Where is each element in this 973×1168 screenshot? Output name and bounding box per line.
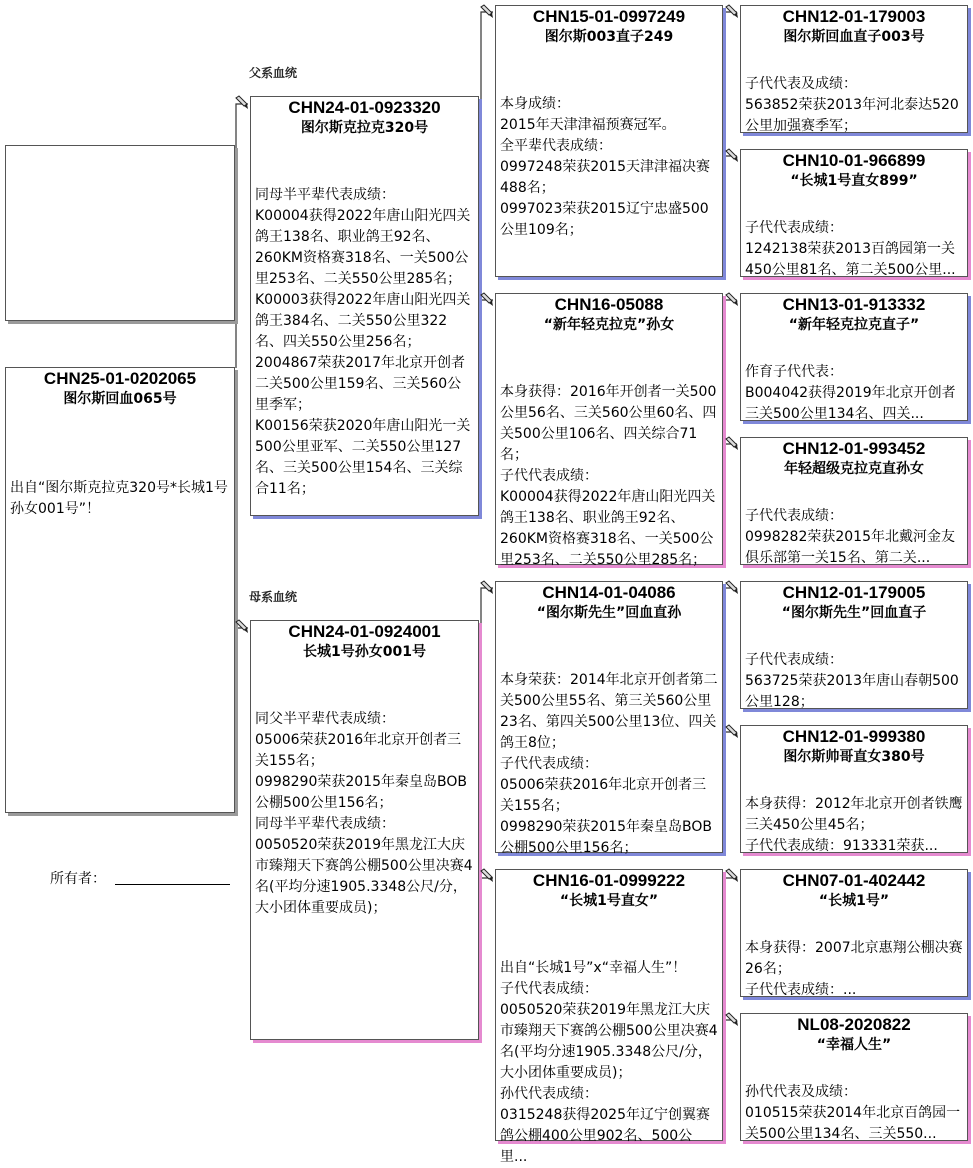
edit-pencil-icon[interactable] xyxy=(479,5,495,19)
dds-name: “长城1号” xyxy=(818,893,890,909)
edit-pencil-icon[interactable] xyxy=(724,437,740,451)
sire-sire-ring-number: CHN15-01-0997249 xyxy=(532,7,686,26)
edit-pencil-icon[interactable] xyxy=(479,293,495,307)
sss-ring-number: CHN12-01-179003 xyxy=(782,7,926,26)
subject-description: 出自“图尔斯克拉克320号*长城1号孙女001号”！ xyxy=(10,480,228,517)
dsd-ring-number: CHN12-01-999380 xyxy=(782,727,926,746)
sire-sire-sire-card[interactable] xyxy=(740,5,968,133)
dds-description: 本身获得：2007北京惠翔公棚决赛26名； 子代代表成绩：... xyxy=(745,940,963,998)
dam-ring-number: CHN24-01-0924001 xyxy=(288,622,441,641)
dam-sire-sire-card[interactable] xyxy=(740,581,968,709)
dsd-description: 本身获得：2012年北京开创者铁鹰三关450公里45名； 子代代表成绩：913331荣获... xyxy=(745,796,963,854)
owner-signature-line[interactable] xyxy=(115,884,230,885)
edit-pencil-icon[interactable] xyxy=(724,725,740,739)
dam-sire-ring-number: CHN14-01-04086 xyxy=(542,583,676,602)
sire-sire-name: 图尔斯003直子249 xyxy=(544,29,674,45)
sire-dam-ring-number: CHN16-05088 xyxy=(554,295,664,314)
edit-pencil-icon[interactable] xyxy=(234,620,250,634)
dam-sire-name: “图尔斯先生”回血直孙 xyxy=(536,605,682,621)
edit-pencil-icon[interactable] xyxy=(724,149,740,163)
pigeon-photo-placeholder[interactable] xyxy=(5,145,235,321)
sss-name: 图尔斯回血直子003号 xyxy=(783,29,925,45)
dam-dam-ring-number: CHN16-01-0999222 xyxy=(532,871,686,890)
sire-dam-name: “新年轻克拉克”孙女 xyxy=(543,317,675,333)
sire-sire-dam-card[interactable] xyxy=(740,149,968,277)
dam-sire-dam-card[interactable] xyxy=(740,725,968,853)
sire-description: 同母半平辈代表成绩： K00004获得2022年唐山阳光四关鸽王138名、职业鸽王92名、260KM资格赛318名、一关500公里253名、二关550公里285名； K00003获得2022年唐山阳光四关鸽王384名、二关550公里322名、四关550公里256名； 2004867荣获2017年北京开创者二关500公里159名、三关560公里季军； K00156荣获2020年唐山阳光一关500公里亚军、二关550公里127名、三关500公里154名、三关综合11名； xyxy=(255,187,471,497)
ddd-description: 孙代代表及成绩： 010515荣获2014年北京百鸽园一关500公里134名、三关550... xyxy=(745,1084,961,1142)
ssd-ring-number: CHN10-01-966899 xyxy=(782,151,926,170)
dss-ring-number: CHN12-01-179005 xyxy=(782,583,926,602)
maternal-line-label: 母系血统 xyxy=(249,590,298,604)
dam-card[interactable] xyxy=(250,620,479,1040)
sire-card[interactable] xyxy=(250,96,479,516)
sire-sire-card[interactable] xyxy=(495,5,723,277)
ddd-name: “幸福人生” xyxy=(816,1037,892,1053)
dam-description: 同父半平辈代表成绩： 05006荣获2016年北京开创者三关155名； 0998290荣获2015年秦皇岛BOB公棚500公里156名； 同母半平辈代表成绩： 0050520荣获2019年黑龙江大庆市臻翔天下赛鸽公棚500公里决赛4名(平均分速1905.3348公尺/分，大小团体重要成员)； xyxy=(255,711,473,916)
edit-pencil-icon[interactable] xyxy=(724,5,740,19)
edit-pencil-icon[interactable] xyxy=(479,581,495,595)
dss-description: 子代代表成绩： 563725荣获2013年唐山春朝500公里128； xyxy=(745,652,959,710)
subject-ring-number: CHN25-01-0202065 xyxy=(43,369,197,388)
subject-card[interactable] xyxy=(5,367,235,813)
dam-sire-description: 本身荣获：2014年北京开创者第二关500公里55名、第三关560公里23名、第四关500公里13位、四关鸽王8位； 子代代表成绩： 05006荣获2016年北京开创者三关155名； 0998290荣获2015年秦皇岛BOB公棚500公里156名； xyxy=(500,672,718,856)
sds-description: 作育子代代表： B004042获得2019年北京开创者三关500公里134名、四关... xyxy=(745,364,956,422)
sire-dam-sire-card[interactable] xyxy=(740,293,968,421)
dam-dam-name: “长城1号直女” xyxy=(559,893,659,909)
edit-pencil-icon[interactable] xyxy=(479,869,495,883)
subject-name: 图尔斯回血065号 xyxy=(63,391,177,407)
edit-pencil-icon[interactable] xyxy=(724,581,740,595)
dss-name: “图尔斯先生”回血直子 xyxy=(781,605,927,621)
dam-sire-card[interactable] xyxy=(495,581,723,856)
dam-dam-description: 出自“长城1号”x“幸福人生”！ 子代代表成绩： 0050520荣获2019年黑龙江大庆市臻翔天下赛鸽公棚500公里决赛4名(平均分速1905.3348公尺/分，大小团体重要成员)； 孙代代表成绩： 0315248获得2025年辽宁创翼赛鸽公棚400公里902名、500公里... xyxy=(500,960,718,1165)
dsd-name: 图尔斯帅哥直女380号 xyxy=(783,749,925,765)
dam-dam-dam-card[interactable] xyxy=(740,1013,968,1141)
ddd-ring-number: NL08-2020822 xyxy=(797,1015,911,1034)
sss-description: 子代代表及成绩： 563852荣获2013年河北泰达520公里加强赛季军； xyxy=(745,76,959,134)
edit-pencil-icon[interactable] xyxy=(724,1013,740,1027)
ssd-name: “长城1号直女899” xyxy=(790,173,918,189)
sdd-name: 年轻超级克拉克直孙女 xyxy=(784,461,924,477)
owner-label: 所有者： xyxy=(50,871,106,887)
sire-dam-description: 本身获得：2016年开创者一关500公里56名、三关560公里60名、四关500公里106名、四关综合71名； 子代代表成绩： K00004获得2022年唐山阳光四关鸽王138名、职业鸽王92名、260KM资格赛318名、一关500公里253名、二关550公里285名； xyxy=(500,384,717,568)
paternal-line-label: 父系血统 xyxy=(249,66,298,80)
sdd-description: 子代代表成绩： 0998282荣获2015年北戴河金友俱乐部第一关15名、第二关... xyxy=(745,508,955,566)
edit-pencil-icon[interactable] xyxy=(234,96,250,110)
dds-ring-number: CHN07-01-402442 xyxy=(782,871,926,890)
dam-dam-card[interactable] xyxy=(495,869,723,1165)
edit-pencil-icon[interactable] xyxy=(724,293,740,307)
sdd-ring-number: CHN12-01-993452 xyxy=(782,439,926,458)
sire-ring-number: CHN24-01-0923320 xyxy=(288,98,441,117)
dam-dam-sire-card[interactable] xyxy=(740,869,968,997)
edit-pencil-icon[interactable] xyxy=(724,869,740,883)
ssd-description: 子代代表成绩： 1242138荣获2013百鸽园第一关450公里81名、第二关500公里... xyxy=(745,220,956,278)
dam-name: 长城1号孙女001号 xyxy=(303,644,426,660)
sire-dam-dam-card[interactable] xyxy=(740,437,968,565)
sds-ring-number: CHN13-01-913332 xyxy=(782,295,926,314)
sire-sire-description: 本身成绩： 2015年天津津福预赛冠军。 全平辈代表成绩： 0997248荣获2015天津津福决赛488名； 0997023荣获2015辽宁忠盛500公里109名； xyxy=(500,96,710,238)
sire-name: 图尔斯克拉克320号 xyxy=(300,120,429,136)
sds-name: “新年轻克拉克直子” xyxy=(788,317,920,333)
sire-dam-card[interactable] xyxy=(495,293,723,568)
